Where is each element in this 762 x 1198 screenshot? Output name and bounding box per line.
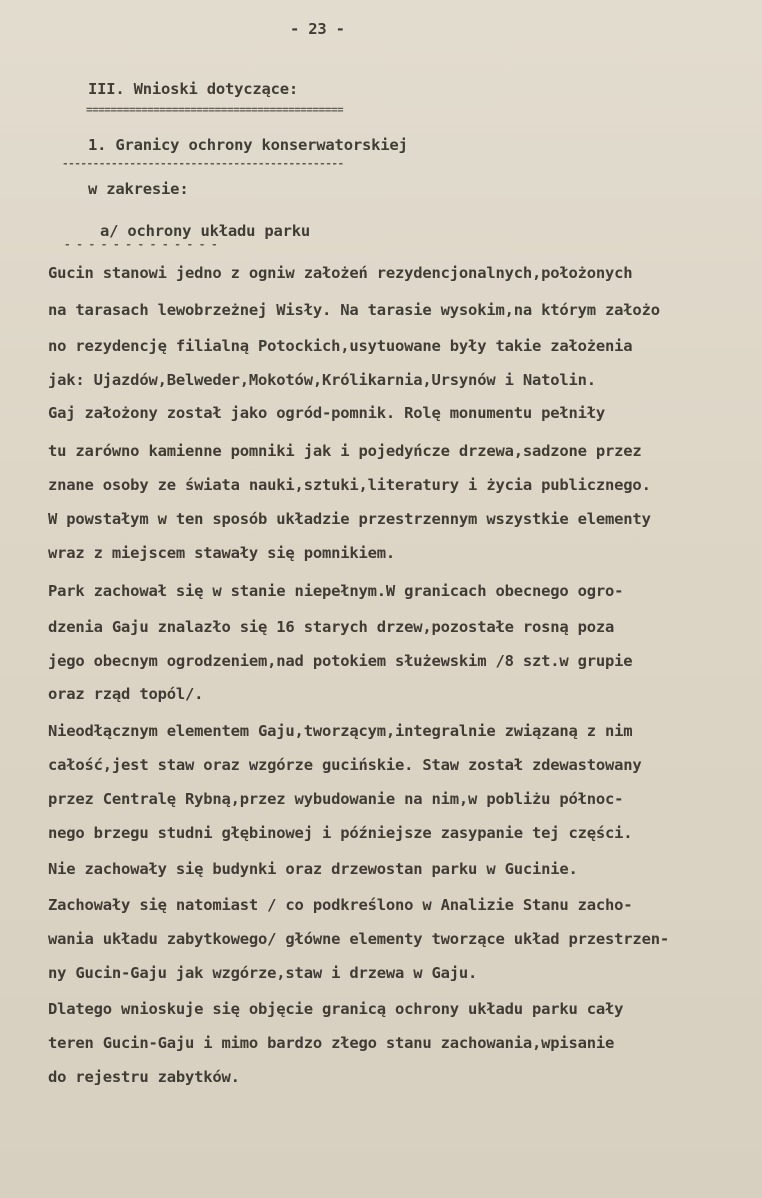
body-line: oraz rząd topól/.	[48, 685, 204, 703]
body-line: Nieodłącznym elementem Gaju,tworzącym,integralnie związaną z nim	[48, 722, 633, 740]
item-a-heading: a/ ochrony układu parku	[100, 222, 311, 240]
body-line: nego brzegu studni głębinowej i późniejsze zasypanie tej części.	[48, 824, 633, 842]
body-line: dzenia Gaju znalazło się 16 starych drzew,pozostałe rosną poza	[48, 618, 615, 636]
section-heading: III. Wnioski dotyczące:	[88, 80, 299, 98]
body-line: na tarasach lewobrzeżnej Wisły. Na tarasie wysokim,na którym założo	[48, 301, 660, 319]
item-a-underline: - - - - - - - - - - - - -	[64, 238, 218, 251]
scope-label: w zakresie:	[88, 180, 189, 198]
body-line: tu zarówno kamienne pomniki jak i pojedyńcze drzewa,sadzone przez	[48, 442, 642, 460]
section-heading-underline: ==========================================	[86, 103, 344, 116]
body-line: teren Gucin-Gaju i mimo bardzo złego stanu zachowania,wpisanie	[48, 1034, 615, 1052]
subsection-heading-underline: ----------------------------------------------	[62, 157, 344, 170]
body-line: Nie zachowały się budynki oraz drzewostan parku w Gucinie.	[48, 860, 578, 878]
body-line: Gaj założony został jako ogród-pomnik. Rolę monumentu pełniły	[48, 404, 606, 422]
body-line: znane osoby ze świata nauki,sztuki,literatury i życia publicznego.	[48, 476, 651, 494]
body-line: Dlatego wnioskuje się objęcie granicą ochrony układu parku cały	[48, 1000, 624, 1018]
body-line: przez Centralę Rybną,przez wybudowanie na nim,w pobliżu północ-	[48, 790, 624, 808]
body-line: W powstałym w ten sposób układzie przestrzennym wszystkie elementy	[48, 510, 651, 528]
body-line: Zachowały się natomiast / co podkreślono w Analizie Stanu zacho-	[48, 896, 633, 914]
body-line: Park zachował się w stanie niepełnym.W granicach obecnego ogro-	[48, 582, 624, 600]
body-line: wania układu zabytkowego/ główne elementy tworzące układ przestrzen-	[48, 930, 669, 948]
body-line: ny Gucin-Gaju jak wzgórze,staw i drzewa w Gaju.	[48, 964, 478, 982]
body-line: jak: Ujazdów,Belweder,Mokotów,Królikarnia,Ursynów i Natolin.	[48, 371, 596, 389]
body-line: no rezydencję filialną Potockich,usytuowane były takie założenia	[48, 337, 633, 355]
body-line: wraz z miejscem stawały się pomnikiem.	[48, 544, 396, 562]
body-line: całość,jest staw oraz wzgórze gucińskie. Staw został zdewastowany	[48, 756, 642, 774]
subsection-heading: 1. Granicy ochrony konserwatorskiej	[88, 136, 408, 154]
body-line: do rejestru zabytków.	[48, 1068, 240, 1086]
body-line: Gucin stanowi jedno z ogniw założeń rezydencjonalnych,położonych	[48, 264, 633, 282]
page-number: - 23 -	[290, 20, 345, 38]
body-line: jego obecnym ogrodzeniem,nad potokiem służewskim /8 szt.w grupie	[48, 652, 633, 670]
